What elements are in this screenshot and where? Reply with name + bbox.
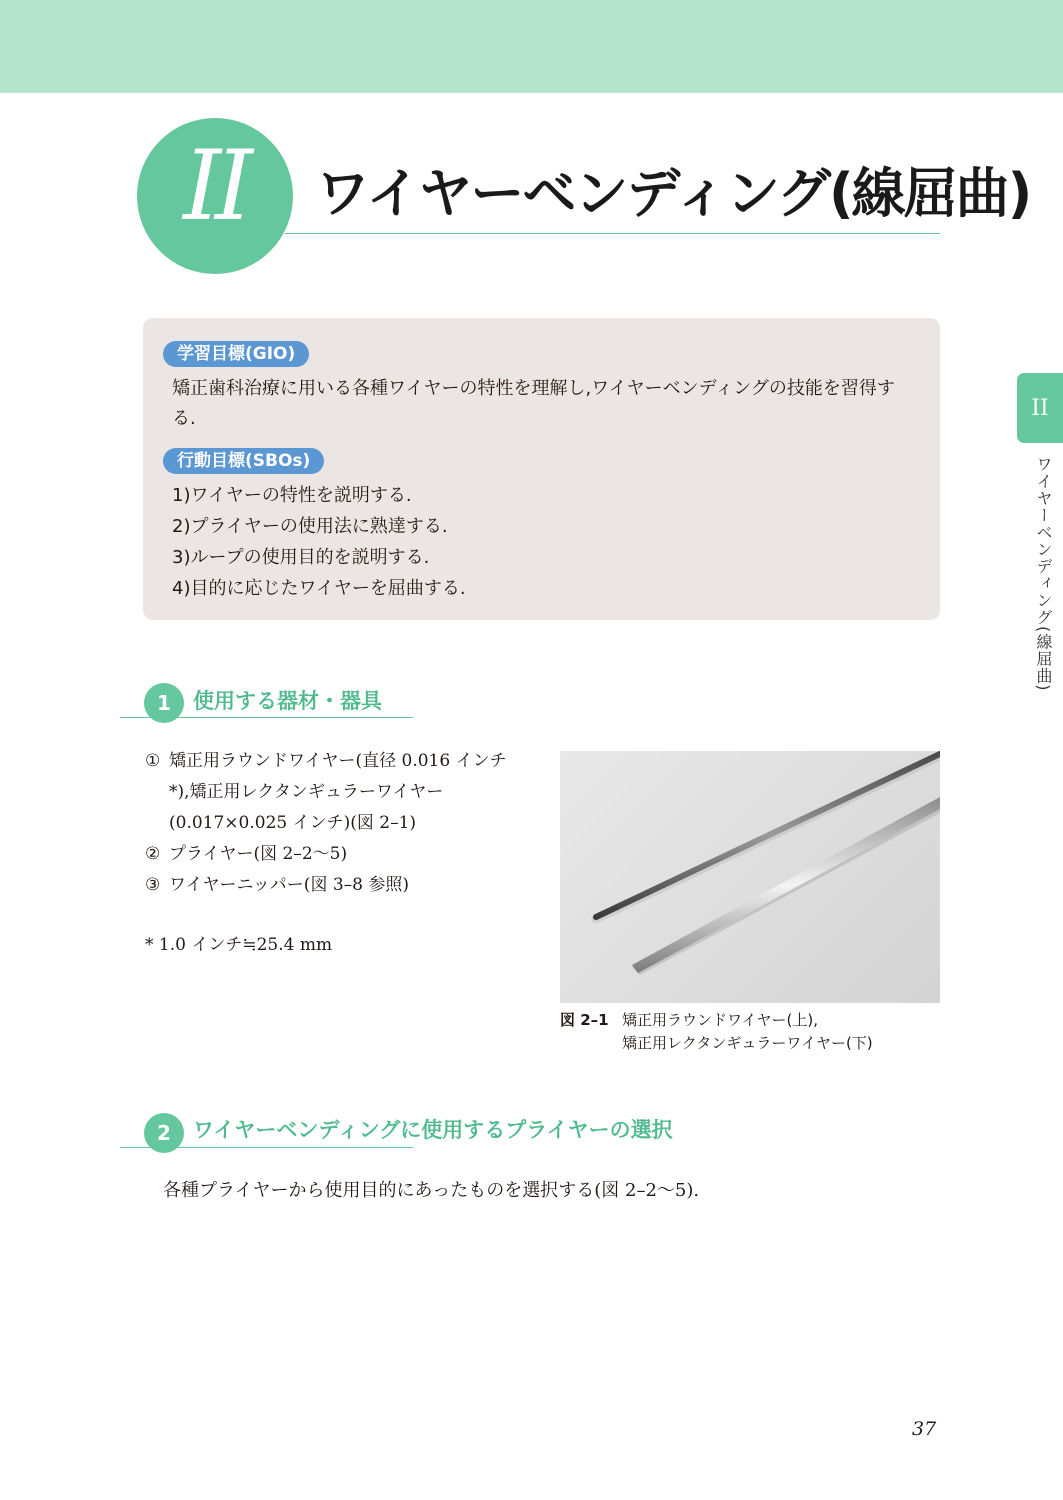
list-item-number: ③ [145, 875, 161, 895]
section-text: 各種プライヤーから使用目的にあったものを選択する(図 2–2〜5). [163, 1180, 700, 1201]
sbo-item: 1)ワイヤーの特性を説明する. [172, 485, 412, 506]
section-number-badge: 2 [144, 1113, 184, 1153]
sbo-item: 4)目的に応じたワイヤーを屈曲する. [172, 578, 466, 599]
caption-line: 矯正用ラウンドワイヤー(上), [622, 1011, 819, 1029]
sbo-item: 2)プライヤーの使用法に熟達する. [172, 516, 448, 537]
figure-label: 図 2–1 [560, 1011, 609, 1029]
section-heading-rule [120, 717, 413, 718]
wire-photo [560, 751, 940, 1003]
chapter-title: ワイヤーベンディング(線屈曲) [316, 162, 1031, 225]
caption-line: 矯正用レクタンギュラーワイヤー(下) [622, 1034, 873, 1052]
list-item-text: プライヤー(図 2–2〜5) [169, 844, 348, 864]
side-tab-chapter: II [1017, 373, 1063, 443]
list-item [145, 870, 525, 901]
side-tab-title: ワイヤーベンディング(線屈曲) [1034, 456, 1053, 692]
footnote: * 1.0 インチ≒25.4 mm [145, 935, 333, 955]
page-number: 37 [912, 1418, 937, 1440]
list-item [145, 746, 525, 839]
top-color-band [0, 0, 1063, 93]
list-item-text: 矯正用ラウンドワイヤー(直径 0.016 インチ*),矯正用レクタンギュラーワイヤー(0.017×0.025 インチ)(図 2–1) [169, 751, 507, 833]
section-heading: ワイヤーベンディングに使用するプライヤーの選択 [193, 1118, 673, 1142]
section-number-badge: 1 [144, 683, 184, 723]
section-heading: 使用する器材・器具 [193, 689, 382, 713]
list-item-number: ② [145, 844, 161, 864]
chapter-title-rule [285, 233, 940, 234]
section-heading-rule [120, 1147, 413, 1148]
sbo-label: 行動目標(SBOs) [163, 448, 324, 474]
wire-illustration [560, 751, 940, 1003]
list-item-number: ① [145, 751, 161, 771]
figure-caption [560, 1009, 873, 1055]
list-item-text: ワイヤーニッパー(図 3–8 参照) [169, 875, 410, 895]
chapter-numeral: II [183, 130, 247, 242]
sbo-list [172, 480, 466, 604]
gio-label: 学習目標(GIO) [163, 341, 309, 367]
equipment-list [145, 746, 525, 901]
sbo-item: 3)ループの使用目的を説明する. [172, 547, 430, 568]
gio-text: 矯正歯科治療に用いる各種ワイヤーの特性を理解し,ワイヤーベンディングの技能を習得する. [172, 378, 895, 429]
list-item [145, 839, 525, 870]
